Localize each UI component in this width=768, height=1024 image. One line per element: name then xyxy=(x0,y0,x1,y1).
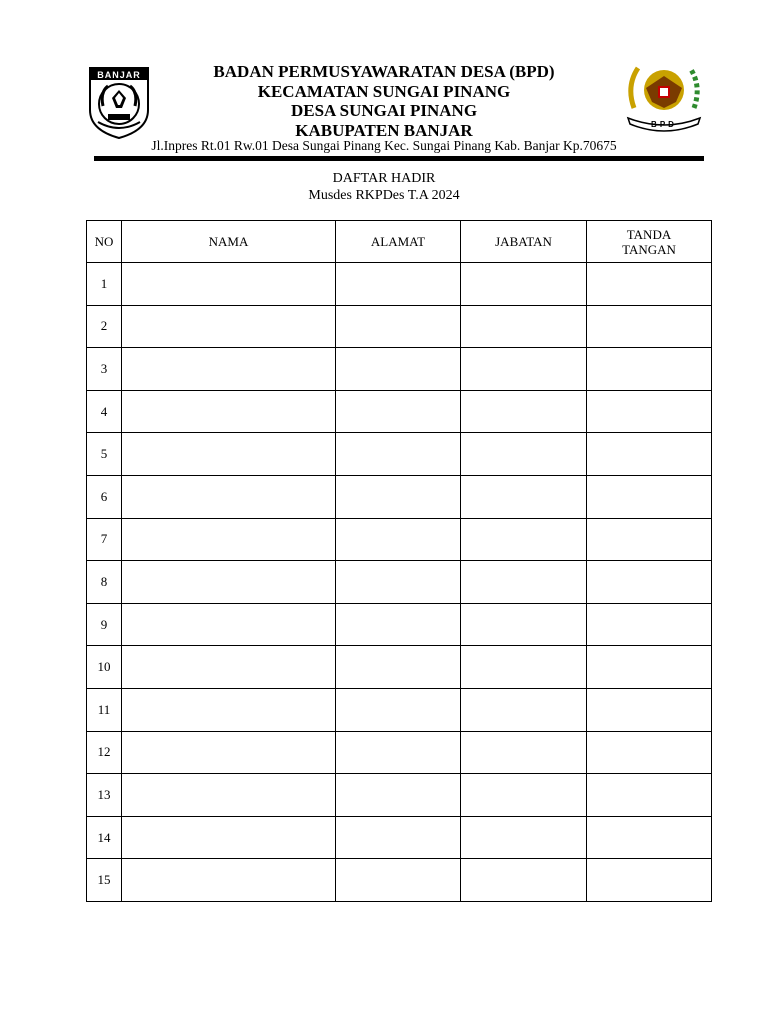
tanda-tangan-cell[interactable] xyxy=(587,774,712,817)
letterhead xyxy=(150,62,618,140)
jabatan-cell[interactable] xyxy=(461,816,587,859)
regency-line: KABUPATEN BANJAR xyxy=(295,120,473,140)
alamat-cell[interactable] xyxy=(336,731,461,774)
row-number: 3 xyxy=(87,348,122,391)
alamat-cell[interactable] xyxy=(336,603,461,646)
tanda-tangan-cell[interactable] xyxy=(587,603,712,646)
row-number: 14 xyxy=(87,816,122,859)
village-line: DESA SUNGAI PINANG xyxy=(290,101,478,120)
jabatan-cell[interactable] xyxy=(461,263,587,306)
banjar-logo-text: BANJAR xyxy=(97,70,141,80)
nama-cell[interactable] xyxy=(122,688,336,731)
title-line-1: DAFTAR HADIR xyxy=(332,171,436,186)
jabatan-cell[interactable] xyxy=(461,603,587,646)
jabatan-cell[interactable] xyxy=(461,646,587,689)
table-row xyxy=(87,433,712,476)
alamat-cell[interactable] xyxy=(336,688,461,731)
tanda-tangan-cell[interactable] xyxy=(587,816,712,859)
attendance-table xyxy=(86,220,712,902)
table-row xyxy=(87,348,712,391)
header-tanda: TANDA xyxy=(626,226,672,242)
alamat-cell[interactable] xyxy=(336,518,461,561)
table-row xyxy=(87,263,712,306)
header-tanda-tangan xyxy=(587,221,712,263)
header-alamat: ALAMAT xyxy=(336,221,461,263)
header-jabatan: JABATAN xyxy=(461,221,587,263)
table-row xyxy=(87,475,712,518)
tanda-tangan-cell[interactable] xyxy=(587,305,712,348)
row-number: 12 xyxy=(87,731,122,774)
nama-cell[interactable] xyxy=(122,816,336,859)
nama-cell[interactable] xyxy=(122,433,336,476)
tanda-tangan-cell[interactable] xyxy=(587,348,712,391)
alamat-cell[interactable] xyxy=(336,774,461,817)
jabatan-cell[interactable] xyxy=(461,390,587,433)
jabatan-cell[interactable] xyxy=(461,859,587,902)
tanda-tangan-cell[interactable] xyxy=(587,390,712,433)
row-number: 15 xyxy=(87,859,122,902)
table-row xyxy=(87,305,712,348)
alamat-cell[interactable] xyxy=(336,561,461,604)
tanda-tangan-cell[interactable] xyxy=(587,561,712,604)
nama-cell[interactable] xyxy=(122,774,336,817)
tanda-tangan-cell[interactable] xyxy=(587,646,712,689)
nama-cell[interactable] xyxy=(122,561,336,604)
table-row xyxy=(87,518,712,561)
table-row xyxy=(87,816,712,859)
alamat-cell[interactable] xyxy=(336,305,461,348)
district-line: KECAMATAN SUNGAI PINANG xyxy=(257,81,511,101)
bpd-logo-text: BPD xyxy=(651,120,677,129)
tanda-tangan-cell[interactable] xyxy=(587,859,712,902)
nama-cell[interactable] xyxy=(122,646,336,689)
nama-cell[interactable] xyxy=(122,731,336,774)
tanda-tangan-cell[interactable] xyxy=(587,731,712,774)
row-number: 2 xyxy=(87,305,122,348)
table-row xyxy=(87,859,712,902)
table-row xyxy=(87,561,712,604)
alamat-cell[interactable] xyxy=(336,263,461,306)
alamat-cell[interactable] xyxy=(336,433,461,476)
header-no: NO xyxy=(87,221,122,263)
table-row xyxy=(87,603,712,646)
row-number: 7 xyxy=(87,518,122,561)
nama-cell[interactable] xyxy=(122,305,336,348)
jabatan-cell[interactable] xyxy=(461,305,587,348)
header-nama: NAMA xyxy=(122,221,336,263)
tanda-tangan-cell[interactable] xyxy=(587,263,712,306)
alamat-cell[interactable] xyxy=(336,859,461,902)
table-header-row xyxy=(87,221,712,263)
alamat-cell[interactable] xyxy=(336,816,461,859)
bpd-garuda-emblem-icon xyxy=(624,58,704,136)
alamat-cell[interactable] xyxy=(336,348,461,391)
tanda-tangan-cell[interactable] xyxy=(587,518,712,561)
address-line: Jl.Inpres Rt.01 Rw.01 Desa Sungai Pinang Kec. Sungai Pinang Kab. Banjar Kp.70675 xyxy=(151,138,617,153)
row-number: 6 xyxy=(87,475,122,518)
tanda-tangan-cell[interactable] xyxy=(587,433,712,476)
nama-cell[interactable] xyxy=(122,263,336,306)
tanda-tangan-cell[interactable] xyxy=(587,475,712,518)
row-number: 1 xyxy=(87,263,122,306)
table-row xyxy=(87,646,712,689)
row-number: 9 xyxy=(87,603,122,646)
row-number: 11 xyxy=(87,688,122,731)
row-number: 4 xyxy=(87,390,122,433)
banjar-regency-emblem-icon xyxy=(86,66,152,140)
jabatan-cell[interactable] xyxy=(461,518,587,561)
jabatan-cell[interactable] xyxy=(461,348,587,391)
jabatan-cell[interactable] xyxy=(461,475,587,518)
nama-cell[interactable] xyxy=(122,348,336,391)
tanda-tangan-cell[interactable] xyxy=(587,688,712,731)
letterhead-divider xyxy=(94,156,704,161)
org-name-line: BADAN PERMUSYAWARATAN DESA (BPD) xyxy=(213,62,555,81)
document-title xyxy=(0,170,768,204)
alamat-cell[interactable] xyxy=(336,646,461,689)
row-number: 13 xyxy=(87,774,122,817)
header-tangan: TANGAN xyxy=(622,241,676,257)
table-row xyxy=(87,731,712,774)
jabatan-cell[interactable] xyxy=(461,731,587,774)
alamat-cell[interactable] xyxy=(336,390,461,433)
nama-cell[interactable] xyxy=(122,475,336,518)
jabatan-cell[interactable] xyxy=(461,688,587,731)
jabatan-cell[interactable] xyxy=(461,774,587,817)
nama-cell[interactable] xyxy=(122,390,336,433)
nama-cell[interactable] xyxy=(122,859,336,902)
table-row xyxy=(87,774,712,817)
jabatan-cell[interactable] xyxy=(461,561,587,604)
nama-cell[interactable] xyxy=(122,603,336,646)
row-number: 5 xyxy=(87,433,122,476)
row-number: 10 xyxy=(87,646,122,689)
row-number: 8 xyxy=(87,561,122,604)
nama-cell[interactable] xyxy=(122,518,336,561)
table-row xyxy=(87,688,712,731)
title-line-2: Musdes RKPDes T.A 2024 xyxy=(308,188,460,203)
table-row xyxy=(87,390,712,433)
alamat-cell[interactable] xyxy=(336,475,461,518)
jabatan-cell[interactable] xyxy=(461,433,587,476)
